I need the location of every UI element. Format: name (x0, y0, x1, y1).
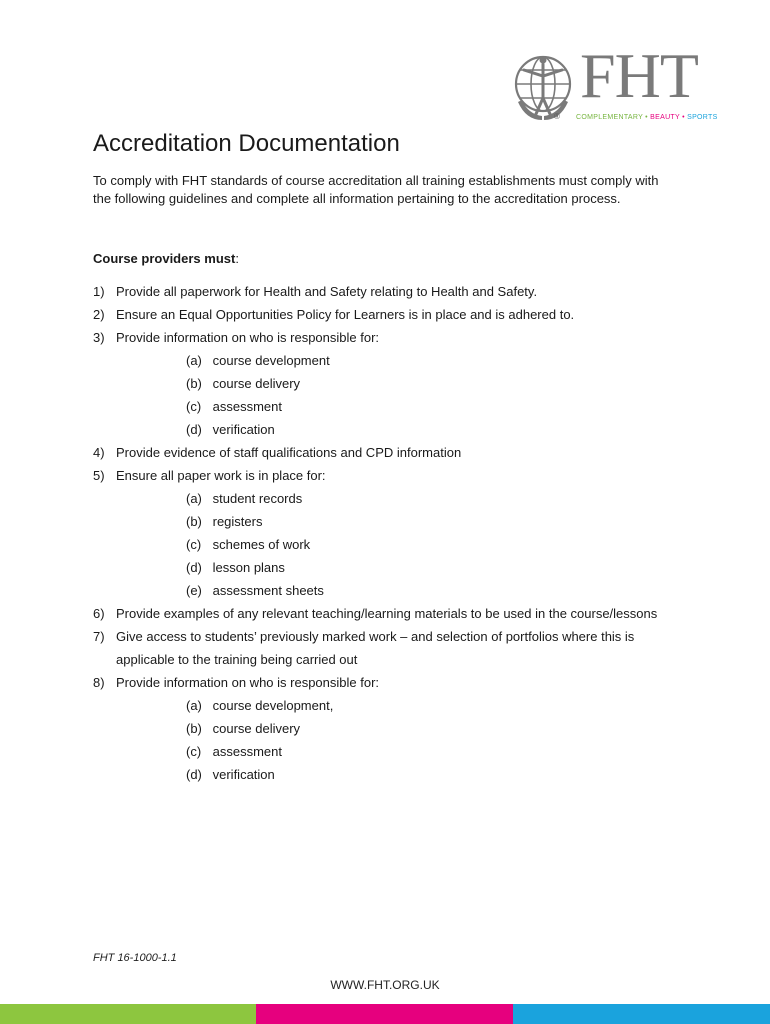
sub-letter: (a) (186, 353, 202, 368)
sub-list (116, 694, 693, 786)
item-text: Give access to students’ previously marked work – and selection of portfolios where this is applicable to the training being carried out (116, 629, 635, 667)
sub-text: assessment (212, 399, 282, 414)
sub-list (116, 349, 693, 441)
footer-bar-pink (256, 1004, 513, 1024)
sub-letter: (d) (186, 422, 202, 437)
sub-letter: (c) (186, 744, 202, 759)
item-text: Ensure all paper work is in place for: (116, 468, 326, 483)
sub-letter: (b) (186, 721, 202, 736)
page-title: Accreditation Documentation (93, 130, 400, 157)
logo-tagline (576, 114, 718, 121)
fht-logo (512, 40, 718, 126)
list-item-1 (93, 280, 693, 303)
item-number: 5) (93, 468, 105, 483)
document-reference: FHT 16-1000-1.1 (93, 952, 177, 964)
sub-letter: (b) (186, 514, 202, 529)
subhead-suffix: : (235, 251, 239, 266)
sub-text: assessment sheets (212, 583, 324, 598)
item-text: Provide evidence of staff qualifications and CPD information (116, 445, 462, 460)
sub-text: course development, (212, 698, 334, 713)
sub-letter: (d) (186, 767, 202, 782)
item-number: 3) (93, 330, 105, 345)
sub-letter: (e) (186, 583, 202, 598)
sub-letter: (b) (186, 376, 202, 391)
list-item-7 (93, 625, 693, 671)
list-item-3 (93, 326, 693, 441)
sub-item (186, 740, 693, 763)
sub-item (186, 487, 693, 510)
sub-item (186, 395, 693, 418)
list-item-6 (93, 602, 693, 625)
tagline-sports: SPORTS (687, 114, 718, 121)
sub-item (186, 579, 693, 602)
sub-text: registers (212, 514, 263, 529)
tagline-beauty: BEAUTY (650, 114, 680, 121)
item-text: Provide information on who is responsible for: (116, 675, 380, 690)
sub-letter: (c) (186, 537, 202, 552)
footer-bar-green (0, 1004, 256, 1024)
footer-bar-blue (513, 1004, 770, 1024)
sub-text: lesson plans (212, 560, 285, 575)
sub-text: course development (212, 353, 330, 368)
sub-item (186, 372, 693, 395)
sub-text: verification (212, 767, 275, 782)
item-number: 1) (93, 284, 105, 299)
sub-item (186, 533, 693, 556)
sub-text: schemes of work (212, 537, 311, 552)
list-item-8 (93, 671, 693, 786)
globe-figure-icon (512, 48, 574, 124)
sub-letter: (a) (186, 491, 202, 506)
item-text: Ensure an Equal Opportunities Policy for Learners is in place and is adhered to. (116, 307, 575, 322)
sub-text: course delivery (212, 376, 301, 391)
sub-item (186, 556, 693, 579)
sub-text: course delivery (212, 721, 301, 736)
requirements-list (93, 280, 693, 786)
item-number: 8) (93, 675, 105, 690)
sub-item (186, 349, 693, 372)
item-text: Provide examples of any relevant teaching/learning materials to be used in the course/lessons (116, 606, 658, 621)
sub-letter: (a) (186, 698, 202, 713)
subhead-bold: Course providers must (93, 251, 236, 266)
sub-letter: (c) (186, 399, 202, 414)
tagline-complementary: COMPLEMENTARY (576, 114, 643, 121)
sub-list (116, 487, 693, 602)
logo-wordmark: FHT (580, 40, 698, 111)
footer-website: WWW.FHT.ORG.UK (330, 978, 440, 992)
section-subhead (93, 250, 239, 268)
sub-item (186, 717, 693, 740)
registered-mark: ® (554, 112, 560, 121)
sub-item (186, 763, 693, 786)
list-item-2 (93, 303, 693, 326)
sub-item (186, 694, 693, 717)
list-item-4 (93, 441, 693, 464)
item-number: 2) (93, 307, 105, 322)
item-text: Provide information on who is responsible for: (116, 330, 380, 345)
tagline-sep-1: • (642, 114, 651, 121)
sub-item (186, 510, 693, 533)
sub-text: assessment (212, 744, 282, 759)
tagline-sep-2: • (679, 114, 688, 121)
sub-text: student records (212, 491, 303, 506)
list-item-5 (93, 464, 693, 602)
intro-paragraph: To comply with FHT standards of course accreditation all training establishments must comply with the following guidelines and complete all information pertaining to the accreditation process. (93, 173, 659, 206)
item-number: 4) (93, 445, 105, 460)
item-number: 7) (93, 629, 105, 644)
sub-text: verification (212, 422, 275, 437)
sub-item (186, 418, 693, 441)
item-number: 6) (93, 606, 105, 621)
item-text: Provide all paperwork for Health and Safety relating to Health and Safety. (116, 284, 538, 299)
sub-letter: (d) (186, 560, 202, 575)
